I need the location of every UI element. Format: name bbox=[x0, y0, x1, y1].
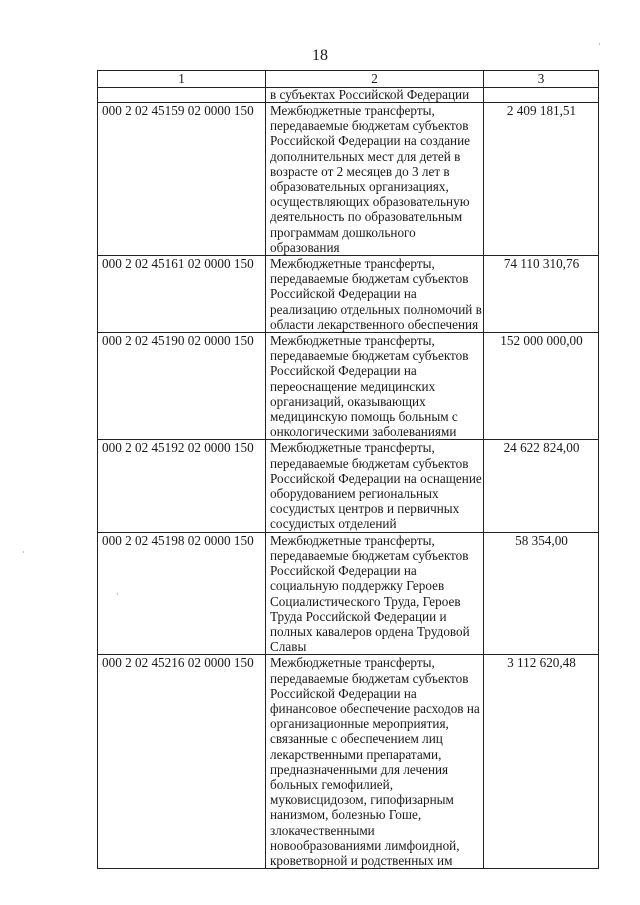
description-line: новообразованиями лимфоидной, bbox=[270, 837, 460, 853]
description-line: образования bbox=[270, 239, 340, 255]
description-line: социальную поддержку Героев bbox=[270, 578, 445, 594]
description-line: больных гемофилией, bbox=[270, 776, 394, 792]
description-cell bbox=[266, 103, 484, 256]
description-line: передаваемые бюджетам субъектов bbox=[270, 348, 469, 364]
budget-code-cell: 000 2 02 45198 02 0000 150 bbox=[98, 532, 266, 655]
description-line: сосудистых отделений bbox=[270, 516, 397, 532]
description-line: дополнительных мест для детей в bbox=[270, 148, 461, 164]
continuation-text: в субъектах Российской Федерации bbox=[266, 88, 484, 103]
header-row bbox=[98, 71, 599, 88]
description-line: передаваемые бюджетам субъектов bbox=[270, 547, 469, 563]
budget-code-cell: 000 2 02 45192 02 0000 150 bbox=[98, 440, 266, 532]
description-line: оборудованием региональных bbox=[270, 486, 439, 502]
table-row bbox=[98, 532, 599, 655]
description-line: Межбюджетные трансферты, bbox=[270, 256, 435, 272]
description-line: передаваемые бюджетам субъектов bbox=[270, 118, 469, 134]
description-line: переоснащение медицинских bbox=[270, 378, 436, 394]
description-line: Социалистического Труда, Героев bbox=[270, 593, 461, 609]
budget-transfers-table bbox=[97, 70, 599, 869]
description-line: полных кавалеров ордена Трудовой bbox=[270, 623, 470, 639]
description-line: нанизмом, болезнью Гоше, bbox=[270, 807, 422, 823]
description-line: Российской Федерации на bbox=[270, 563, 417, 579]
description-line: финансовое обеспечение расходов на bbox=[270, 700, 480, 716]
budget-code-cell: 000 2 02 45190 02 0000 150 bbox=[98, 333, 266, 440]
amount-cell: 3 112 620,48 bbox=[484, 655, 599, 869]
description-line: организационные мероприятия, bbox=[270, 716, 449, 732]
description-line: Славы bbox=[270, 639, 307, 655]
description-line: Межбюджетные трансферты, bbox=[270, 103, 435, 118]
budget-code-cell: 000 2 02 45216 02 0000 150 bbox=[98, 655, 266, 869]
description-line: Российской Федерации на создание bbox=[270, 133, 471, 149]
description-cell bbox=[266, 532, 484, 655]
description-line: деятельность по образовательным bbox=[270, 209, 463, 225]
description-line: сосудистых центров и первичных bbox=[270, 501, 460, 517]
column-header-1: 1 bbox=[98, 71, 266, 88]
amount-cell: 24 622 824,00 bbox=[484, 440, 599, 532]
description-line: организаций, оказывающих bbox=[270, 393, 426, 409]
budget-code-cell: 000 2 02 45161 02 0000 150 bbox=[98, 256, 266, 333]
column-header-2: 2 bbox=[266, 71, 484, 88]
description-line: связанные с обеспечением лиц bbox=[270, 731, 443, 747]
description-line: муковисцидозом, гипофизарным bbox=[270, 792, 454, 808]
description-line: области лекарственного обеспечения bbox=[270, 316, 479, 332]
scan-mark: · bbox=[598, 40, 601, 49]
table-body bbox=[98, 88, 599, 869]
scan-mark: · bbox=[116, 590, 119, 599]
description-cell bbox=[266, 440, 484, 532]
description-line: предназначенными для лечения bbox=[270, 761, 449, 777]
description-line: передаваемые бюджетам субъектов bbox=[270, 670, 469, 686]
description-line: Российской Федерации на bbox=[270, 685, 417, 701]
description-line: кроветворной и родственных им bbox=[270, 852, 453, 868]
amount-cell: 74 110 310,76 bbox=[484, 256, 599, 333]
description-line: передаваемые бюджетам субъектов bbox=[270, 271, 469, 287]
description-line: Российской Федерации на bbox=[270, 363, 417, 379]
amount-cell: 152 000 000,00 bbox=[484, 333, 599, 440]
description-line: возрасте от 2 месяцев до 3 лет в bbox=[270, 163, 450, 179]
table-row bbox=[98, 103, 599, 256]
page-number: 18 bbox=[312, 47, 328, 64]
table-row bbox=[98, 655, 599, 869]
description-line: злокачественными bbox=[270, 822, 375, 838]
description-line: образовательных организациях, bbox=[270, 179, 449, 195]
description-line: реализацию отдельных полномочий в bbox=[270, 301, 482, 317]
description-line: Межбюджетные трансферты, bbox=[270, 440, 435, 456]
description-line: медицинскую помощь больным с bbox=[270, 409, 458, 425]
scan-mark: · bbox=[22, 548, 25, 557]
continuation-code-cell bbox=[98, 88, 266, 103]
table-header bbox=[98, 71, 599, 88]
description-cell bbox=[266, 333, 484, 440]
budget-code-cell: 000 2 02 45159 02 0000 150 bbox=[98, 103, 266, 256]
description-line: передаваемые бюджетам субъектов bbox=[270, 455, 469, 471]
description-line: программам дошкольного bbox=[270, 224, 416, 240]
continuation-amount-cell bbox=[484, 88, 599, 103]
description-cell bbox=[266, 256, 484, 333]
description-line: Труда Российской Федерации и bbox=[270, 608, 447, 624]
description-line: Межбюджетные трансферты, bbox=[270, 532, 435, 548]
table-row bbox=[98, 333, 599, 440]
description-line: Российской Федерации на bbox=[270, 286, 417, 302]
description-line: Межбюджетные трансферты, bbox=[270, 333, 435, 349]
description-line: Межбюджетные трансферты, bbox=[270, 655, 435, 671]
continuation-row bbox=[98, 88, 599, 103]
description-line: осуществляющих образовательную bbox=[270, 194, 470, 210]
amount-cell: 58 354,00 bbox=[484, 532, 599, 655]
description-line: Российской Федерации на оснащение bbox=[270, 470, 482, 486]
amount-cell: 2 409 181,51 bbox=[484, 103, 599, 256]
description-line: лекарственными препаратами, bbox=[270, 746, 442, 762]
column-header-3: 3 bbox=[484, 71, 599, 88]
description-cell bbox=[266, 655, 484, 869]
table-row bbox=[98, 440, 599, 532]
table-row bbox=[98, 256, 599, 333]
description-line: онкологическими заболеваниями bbox=[270, 424, 457, 440]
